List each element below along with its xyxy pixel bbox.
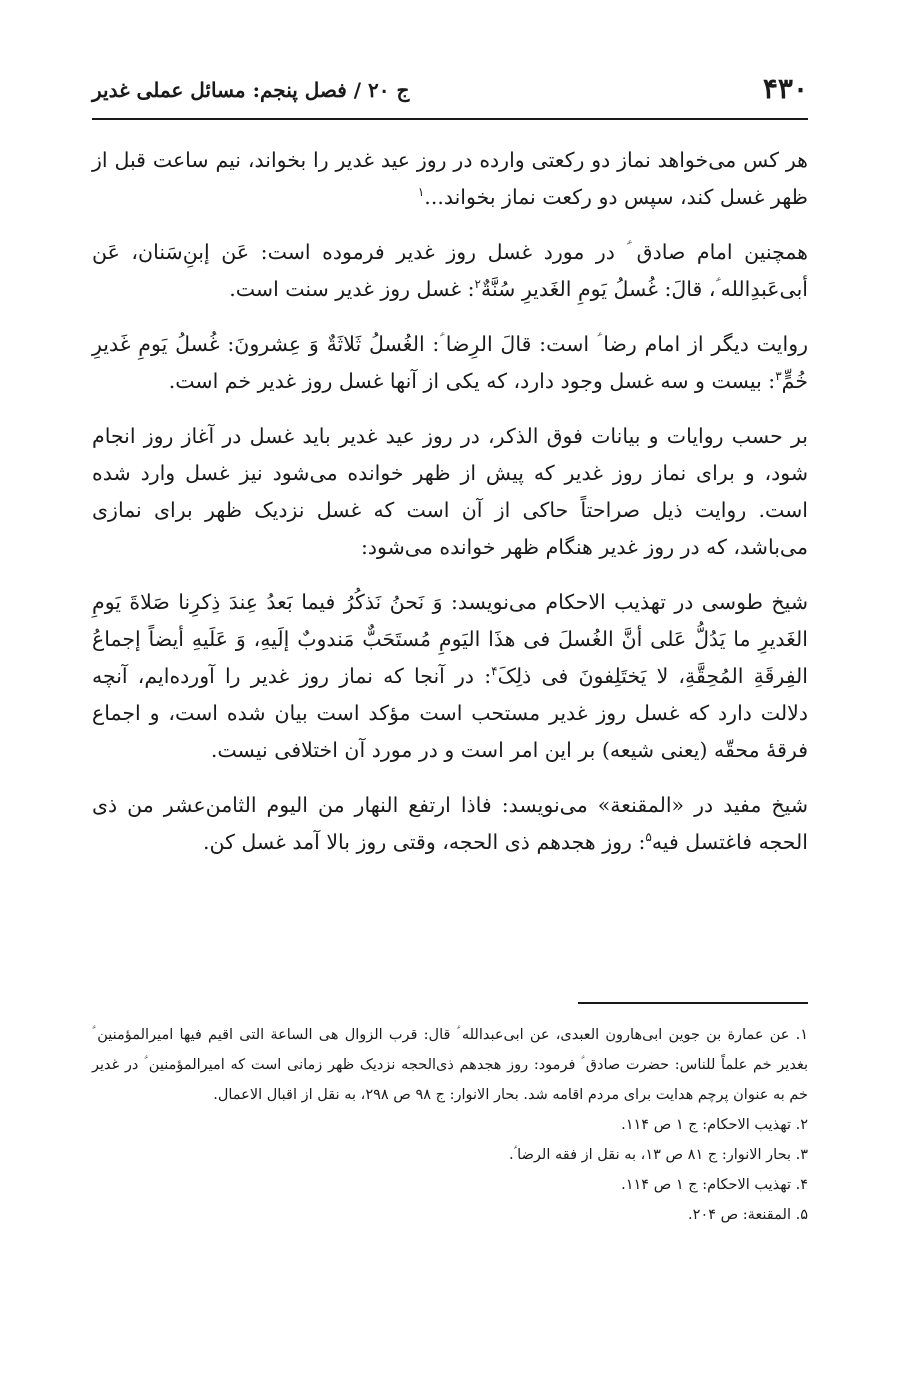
footnote-ref[interactable]: ۳ <box>775 369 782 384</box>
footnote-ref[interactable]: ۵ <box>645 830 652 845</box>
footnote: ۳. بحار الانوار: ج ۸۱ ص ۱۳، به نقل از فقه الرضا ؑ. <box>508 1147 808 1163</box>
paragraph-text: روایت دیگر از امام رضا ؑ است: قالَ الرِضا ؑ: الغُسلُ ثَلاثَةٌ وَ عِشرونَ: غُسلُ یَومِ غَدیرِ خُمٍّ <box>92 332 808 393</box>
page-number: ۴۳۰ <box>762 72 808 105</box>
paragraph <box>92 234 808 308</box>
footnotes <box>92 1020 808 1230</box>
footnote: ۲. تهذیب الاحکام: ج ۱ ص ۱۱۴. <box>621 1117 808 1133</box>
page-header <box>92 62 808 120</box>
footnote: ۴. تهذیب الاحکام: ج ۱ ص ۱۱۴. <box>621 1177 808 1193</box>
footnote: ۱. عن عمارة بن جوین ابی‌هارون العبدی، عن ابی‌عبدالله ؑ قال: قرب الزوال هی الساعة التی اقیم فیها امیرالمؤمنین ؑ بغدیر خم علماً للناس: حضرت صادق ؑ فرمود: روز هجدهم ذی‌الحجه نزدیک ظهر زمانی است که امیرالمؤمنین ؑ در غدیر خم به عنوان پرچم هدایت برای مردم اقامه شد. بحار الانوار: ج ۹۸ ص ۲۹۸، به نقل از اقبال الاعمال. <box>92 1027 808 1103</box>
footnote-separator <box>578 1002 808 1004</box>
footnote-ref[interactable]: ۲ <box>474 277 481 292</box>
paragraph-text: هر کس می‌خواهد نماز دو رکعتی وارده در روز عید غدیر را بخواند، نیم ساعت قبل از ظهر غسل کند، سپس دو رکعت نماز بخواند... <box>92 148 808 209</box>
running-title: ج ۲۰ / فصل پنجم: مسائل عملی غدیر <box>92 78 410 102</box>
paragraph-tail: : در آنجا که نماز روز غدیر را آورده‌ایم، آنچه دلالت دارد که غسل روز غدیر مستحب است مؤکد است بیان شده است، و اجماع فرقۀ محقّه (یعنی شیعه) بر این امر است و در مورد آن اختلافی نیست. <box>92 664 808 762</box>
footnote-ref[interactable]: ۱ <box>417 185 425 200</box>
body-text <box>92 142 808 879</box>
paragraph-tail: : روز هجدهم ذی الحجه، وقتی روز بالا آمد غسل کن. <box>202 830 646 854</box>
paragraph-tail: : بیست و سه غسل وجود دارد، که یکی از آنها غسل روز غدیر خم است. <box>168 369 776 393</box>
paragraph-text: همچنین امام صادق ؑ در مورد غسل روز غدیر فرموده است: عَن إبنِ‌سَنان، عَن أبی‌عَبدِالله ؑ، قالَ: غُسلُ یَومِ الغَدیرِ سُنَّةٌ <box>92 240 808 301</box>
paragraph <box>92 584 808 769</box>
paragraph-tail: : غسل روز غدیر سنت است. <box>229 277 475 301</box>
paragraph <box>92 326 808 400</box>
paragraph-text: بر حسب روایات و بیانات فوق الذکر، در روز عید غدیر باید غسل در آغاز روز انجام شود، و برای نماز روز غدیر که پیش از ظهر خوانده می‌شود نیز غسل وارد شده است. روایت ذیل صراحتاً حاکی از آن است که غسل نزدیک ظهر برای نمازی می‌باشد، که در روز غدیر هنگام ظهر خوانده می‌شود: <box>92 424 808 559</box>
footnote: ۵. المقنعة: ص ۲۰۴. <box>688 1207 808 1223</box>
paragraph-text: شیخ مفید در «المقنعة» می‌نویسد: فاذا ارتفع النهار من الیوم الثامن‌عشر من ذی الحجه فاغتسل فیه <box>92 793 808 854</box>
footnote-ref[interactable]: ۴ <box>491 664 498 679</box>
paragraph-text: شیخ طوسی در تهذیب الاحکام می‌نویسد: وَ نَحنُ نَذکُرُ فیما بَعدُ عِندَ ذِکرِنا صَلاةَ یَومِ الغَدیرِ ما یَدُلُّ عَلی أنَّ الغُسلَ فی هذَا الیَومِ مُستَحَبٌّ مَندوبٌ إلَیهِ، وَ عَلَیهِ أیضاً إجماعُ الفِرقَةِ المُحِقَّةِ، لا یَختَلِفونَ فی ذلِکَ <box>92 590 809 688</box>
paragraph <box>92 418 808 566</box>
paragraph <box>92 787 808 861</box>
paragraph <box>92 142 808 216</box>
